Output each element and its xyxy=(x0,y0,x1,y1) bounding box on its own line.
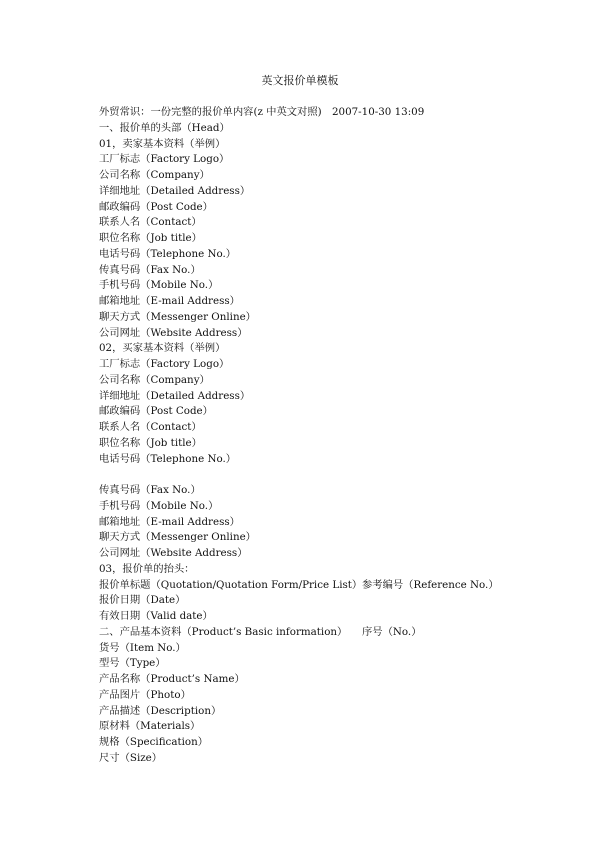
buyer-factory-logo: 工厂标志（Factory Logo） xyxy=(99,358,230,370)
seller-post-code: 邮政编码（Post Code） xyxy=(99,200,213,213)
document-body xyxy=(99,105,579,767)
seller-telephone: 电话号码（Telephone No.） xyxy=(99,247,237,260)
seller-contact: 联系人名（Contact） xyxy=(99,216,202,229)
product-info-line xyxy=(99,625,579,641)
intro-line: 外贸常识：一份完整的报价单内容(z 中英文对照) 2007-10-30 13:09 xyxy=(99,106,425,118)
seller-job-title: 职位名称（Job title） xyxy=(99,232,202,244)
section-head-heading: 一、报价单的头部（Head） xyxy=(99,121,230,134)
buyer-company: 公司名称（Company） xyxy=(99,373,210,386)
buyer-website: 公司网址（Website Address） xyxy=(99,547,248,559)
seller-fax: 传真号码（Fax No.） xyxy=(99,263,201,276)
seller-address: 详细地址（Detailed Address） xyxy=(99,184,251,197)
document-title: 英文报价单模板 xyxy=(261,74,339,87)
seller-factory-logo: 工厂标志（Factory Logo） xyxy=(99,153,230,166)
buyer-info-heading: 02，买家基本资料（举例） xyxy=(99,342,226,355)
product-materials: 原材料（Materials） xyxy=(99,720,201,733)
buyer-post-code: 邮政编码（Post Code） xyxy=(99,405,213,418)
seller-company: 公司名称（Company） xyxy=(99,169,210,181)
buyer-address: 详细地址（Detailed Address） xyxy=(99,389,251,402)
buyer-job-title: 职位名称（Job title） xyxy=(99,436,202,449)
quotation-header-heading: 03，报价单的抬头： xyxy=(99,562,195,575)
seller-mobile: 手机号码（Mobile No.） xyxy=(99,279,219,292)
quotation-title: 报价单标题（Quotation/Quotation Form/Price List） xyxy=(99,578,363,591)
product-size: 尺寸（Size） xyxy=(99,751,163,764)
blank-line xyxy=(99,467,579,483)
valid-date: 有效日期（Valid date） xyxy=(99,610,213,622)
buyer-email: 邮箱地址（E-mail Address） xyxy=(99,515,240,528)
product-type: 型号（Type） xyxy=(99,657,166,670)
quotation-title-line xyxy=(99,578,579,594)
seller-website: 公司网址（Website Address） xyxy=(99,326,248,339)
quotation-date: 报价日期（Date） xyxy=(99,594,186,607)
buyer-fax: 传真号码（Fax No.） xyxy=(99,484,201,496)
buyer-contact: 联系人名（Contact） xyxy=(99,421,202,433)
product-description: 产品描述（Description） xyxy=(99,704,222,717)
seller-email: 邮箱地址（E-mail Address） xyxy=(99,295,240,307)
product-photo: 产品图片（Photo） xyxy=(99,688,191,701)
reference-no: 参考编号（Reference No.） xyxy=(362,578,499,591)
buyer-mobile: 手机号码（Mobile No.） xyxy=(99,499,219,512)
buyer-messenger: 聊天方式（Messenger Online） xyxy=(99,531,256,544)
item-no: 货号（Item No.） xyxy=(99,641,186,654)
seller-messenger: 聊天方式（Messenger Online） xyxy=(99,310,256,323)
product-specification: 规格（Specification） xyxy=(99,736,209,748)
buyer-telephone: 电话号码（Telephone No.） xyxy=(99,452,237,465)
product-name: 产品名称（Product’s Name） xyxy=(99,673,245,685)
seller-info-heading: 01，卖家基本资料（举例） xyxy=(99,137,226,150)
product-info-heading: 二、产品基本资料（Product’s Basic information） xyxy=(99,625,348,638)
sequence-no: 序号（No.） xyxy=(362,625,422,638)
